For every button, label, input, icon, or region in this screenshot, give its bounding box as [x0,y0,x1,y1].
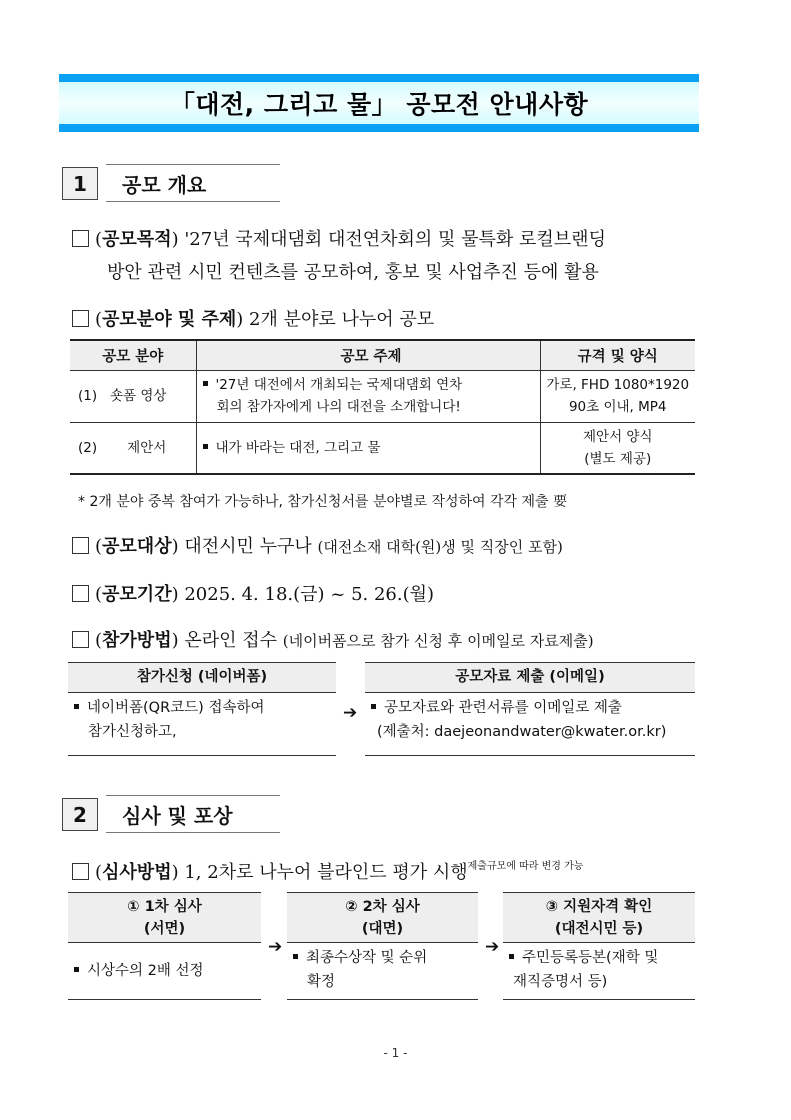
field-number: (2) [78,439,98,456]
spec-text-2: (별도 제공) [584,450,652,467]
step-apply [68,662,336,756]
arrow-right-icon: ➔ [268,937,283,957]
topic-text-1: 내가 바라는 대전, 그리고 물 [215,439,381,456]
page-title: 「대전, 그리고 물」 공모전 안내사항 [169,90,589,119]
field-number: (1) [78,388,98,404]
purpose-item-cont [107,258,599,284]
spec-text-1: 가로, FHD 1080*1920 [546,377,690,393]
section-title: 심사 및 포상 [106,795,280,833]
contest-fields-table [70,339,695,475]
step-text-2: 확정 [307,974,336,990]
banner-top-bar [59,74,699,82]
review-text: 1, 2차로 나누어 블라인드 평가 시행 [184,862,468,883]
period-label: 공모기간 [102,584,172,605]
purpose-text-2: 방안 관련 시민 컨텐츠를 공모하여, 홍보 및 사업추진 등에 활용 [107,262,599,283]
field-name: 제안서 [127,439,167,456]
review-step-1 [68,892,261,1000]
title-banner [59,74,699,132]
section-number: 1 [62,167,98,200]
period-text: 2025. 4. 18.(금) ~ 5. 26.(월) [184,584,435,605]
col-header-field: 공모 분야 [70,340,196,370]
section-number: 2 [62,798,98,831]
step-text-2: (제출처: daejeonandwater@kwater.or.kr) [377,724,667,740]
target-item: (공모대상) 대전시민 누구나 (대전소재 대학(원)생 및 직장인 포함) [72,532,563,558]
review-step-2 [287,892,478,1000]
page-number: - 1 - [383,1046,408,1060]
bullet-icon [293,954,298,959]
table-header-row [70,340,695,370]
topic-text-2: 회의 참가자에게 나의 대전을 소개합니다! [216,399,461,415]
method-text: 온라인 접수 [184,630,278,651]
checkbox-icon [72,585,89,602]
footnote: * 2개 분야 중복 참여가 가능하나, 참가신청서를 분야별로 작성하여 각각 제출 要 [78,494,568,510]
step-text-1: 네이버폼(QR코드) 접속하여 [87,700,265,716]
section-title: 공모 개요 [106,164,280,202]
field-name: 숏폼 영상 [110,388,167,404]
target-sub: (대전소재 대학(원)생 및 직장인 포함) [317,538,563,556]
review-step-3 [503,892,695,1000]
checkbox-icon [72,863,89,880]
review-item: (심사방법) 1, 2차로 나누어 블라인드 평가 시행$^{제출규모에 따라 변경 가능}$ [72,857,583,884]
bullet-icon [203,381,208,386]
review-superscript: 제출규모에 따라 변경 가능 [467,861,584,872]
purpose-label: 공모목적 [102,229,172,250]
review-label: 심사방법 [102,862,172,883]
field-cell [70,370,196,422]
purpose-text-1: '27년 국제대댐회 대전연차회의 및 물특화 로컬브랜딩 [184,229,606,250]
bullet-icon [371,704,376,709]
table-row [70,370,695,422]
col-header-spec: 규격 및 양식 [540,340,695,370]
checkbox-icon [72,310,89,327]
method-label: 참가방법 [102,630,172,651]
step-header: 공모자료 제출 (이메일) [365,663,695,693]
fields-text: 2개 분야로 나누어 공모 [249,309,435,330]
checkbox-icon [72,631,89,648]
banner-body [59,82,699,124]
step-text-1: 주민등록등본(재학 및 [522,950,659,966]
spec-text-2: 90초 이내, MP4 [568,399,667,415]
bullet-icon [203,444,208,449]
field-cell [70,422,196,474]
step-text-2: 참가신청하고, [88,724,177,740]
arrow-right-icon: ➔ [343,703,358,723]
step-header: ③ 지원자격 확인 (대전시민 등) [503,893,695,943]
topic-text-1: '27년 대전에서 개최되는 국제대댐회 연차 [215,377,463,393]
purpose-item: (공모목적) '27년 국제대댐회 대전연차회의 및 물특화 로컬브랜딩 [72,225,606,251]
step-text-1: 최종수상작 및 순위 [306,950,428,966]
topic-cell [196,422,540,474]
step-submit [365,662,695,756]
fields-label: 공모분야 및 주제 [102,309,237,330]
target-label: 공모대상 [102,536,172,557]
checkbox-icon [72,537,89,554]
spec-cell [540,370,695,422]
step-text-1: 공모자료와 관련서류를 이메일로 제출 [384,700,622,716]
fields-item: (공모분야 및 주제) 2개 분야로 나누어 공모 [72,305,434,331]
spec-text-1: 제안서 양식 [583,428,653,445]
step-header: ② 2차 심사 (대면) [287,893,478,943]
checkbox-icon [72,230,89,247]
target-text: 대전시민 누구나 [184,536,312,557]
step-text-2: 재직증명서 등) [513,974,608,990]
bullet-icon [74,704,79,709]
arrow-right-icon: ➔ [485,937,500,957]
col-header-topic: 공모 주제 [196,340,540,370]
banner-bottom-bar [59,124,699,132]
step-text-1: 시상수의 2배 선정 [87,963,204,979]
table-row [70,422,695,474]
method-item: (참가방법) 온라인 접수 (네이버폼으로 참가 신청 후 이메일로 자료제출) [72,626,594,652]
bullet-icon [74,967,79,972]
period-item: (공모기간) 2025. 4. 18.(금) ~ 5. 26.(월) [72,580,434,606]
bullet-icon [509,954,514,959]
step-header: 참가신청 (네이버폼) [68,663,336,693]
step-header: ① 1차 심사 (서면) [68,893,261,943]
method-sub: (네이버폼으로 참가 신청 후 이메일로 자료제출) [282,632,594,650]
spec-cell [540,422,695,474]
topic-cell [196,370,540,422]
